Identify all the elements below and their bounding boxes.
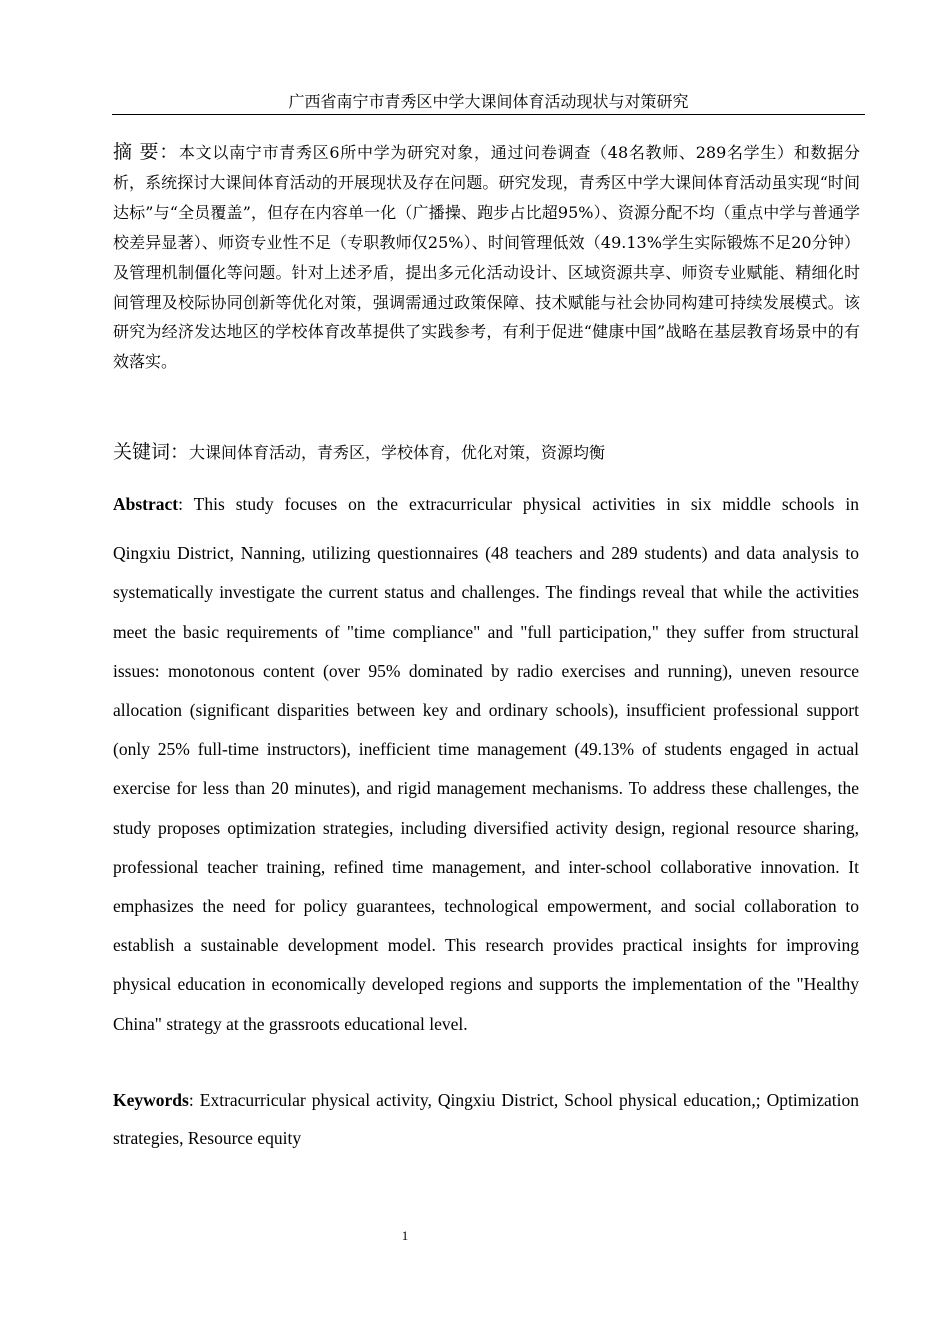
chinese-keywords-label: 关键词： — [113, 441, 190, 463]
chinese-abstract — [113, 138, 860, 377]
chinese-keywords — [113, 437, 860, 468]
english-abstract-first-line-text: This study focuses on the extracurricular physical activities in six middle schools in — [193, 494, 860, 514]
english-abstract — [113, 485, 859, 1044]
english-keywords — [113, 1081, 859, 1157]
english-abstract-separator: : — [178, 494, 194, 514]
page-number: 1 — [401, 1228, 409, 1243]
chinese-keywords-text: 大课间体育活动，青秀区，学校体育，优化对策，资源均衡 — [189, 443, 606, 462]
english-abstract-text: Qingxiu District, Nanning, utilizing questionnaires (48 teachers and 289 students) and data analysis to systematically investigate the current status and challenges. The findings reveal that while the activities meet the basic requirements of "time compliance" and "full participation," they suffer from structural issues: monotonous content (over 95% dominated by radio exercises and running), uneven resource allocation (significant disparities between key and ordinary schools), insufficient professional support (only 25% full-time instructors), inefficient time management (49.13% of students engaged in actual exercise for less than 20 minutes), and rigid management mechanisms. To address these challenges, the study proposes optimization strategies, including diversified activity design, regional resource sharing, professional teacher training, refined time management, and inter-school collaborative innovation. It emphasizes the need for policy guarantees, technological empowerment, and social collaboration to establish a sustainable development model. This research provides practical insights for improving physical education in economically developed regions and supports the implementation of the "Healthy China" strategy at the grassroots educational level. — [113, 543, 859, 1034]
running-header-title: 广西省南宁市青秀区中学大课间体育活动现状与对策研究 — [288, 92, 689, 111]
header-rule — [112, 114, 865, 115]
english-abstract-label: Abstract — [113, 494, 179, 514]
english-abstract-first-line — [113, 485, 859, 524]
english-keywords-text: Extracurricular physical activity, Qingxiu District, School physical education,; Optimization strategies, Resource equity — [113, 1090, 859, 1148]
english-keywords-label: Keywords — [113, 1090, 189, 1110]
chinese-abstract-text: 本文以南宁市青秀区6所中学为研究对象，通过问卷调查（48名教师、289名学生）和数据分析，系统探讨大课间体育活动的开展现状及存在问题。研究发现，青秀区中学大课间体育活动虽实现“时间达标”与“全员覆盖”，但存在内容单一化（广播操、跑步占比超95%）、资源分配不均（重点中学与普通学校差异显著）、师资专业性不足（专职教师仅25%）、时间管理低效（49.13%学生实际锻炼不足20分钟）及管理机制僵化等问题。针对上述矛盾，提出多元化活动设计、区域资源共享、师资专业赋能、精细化时间管理及校际协同创新等优化对策，强调需通过政策保障、技术赋能与社会协同构建可持续发展模式。该研究为经济发达地区的学校体育改革提供了实践参考，有利于促进“健康中国”战略在基层教育场景中的有效落实。 — [113, 143, 860, 372]
chinese-abstract-label: 摘 要： — [113, 141, 179, 163]
english-keywords-separator: : — [188, 1090, 200, 1110]
